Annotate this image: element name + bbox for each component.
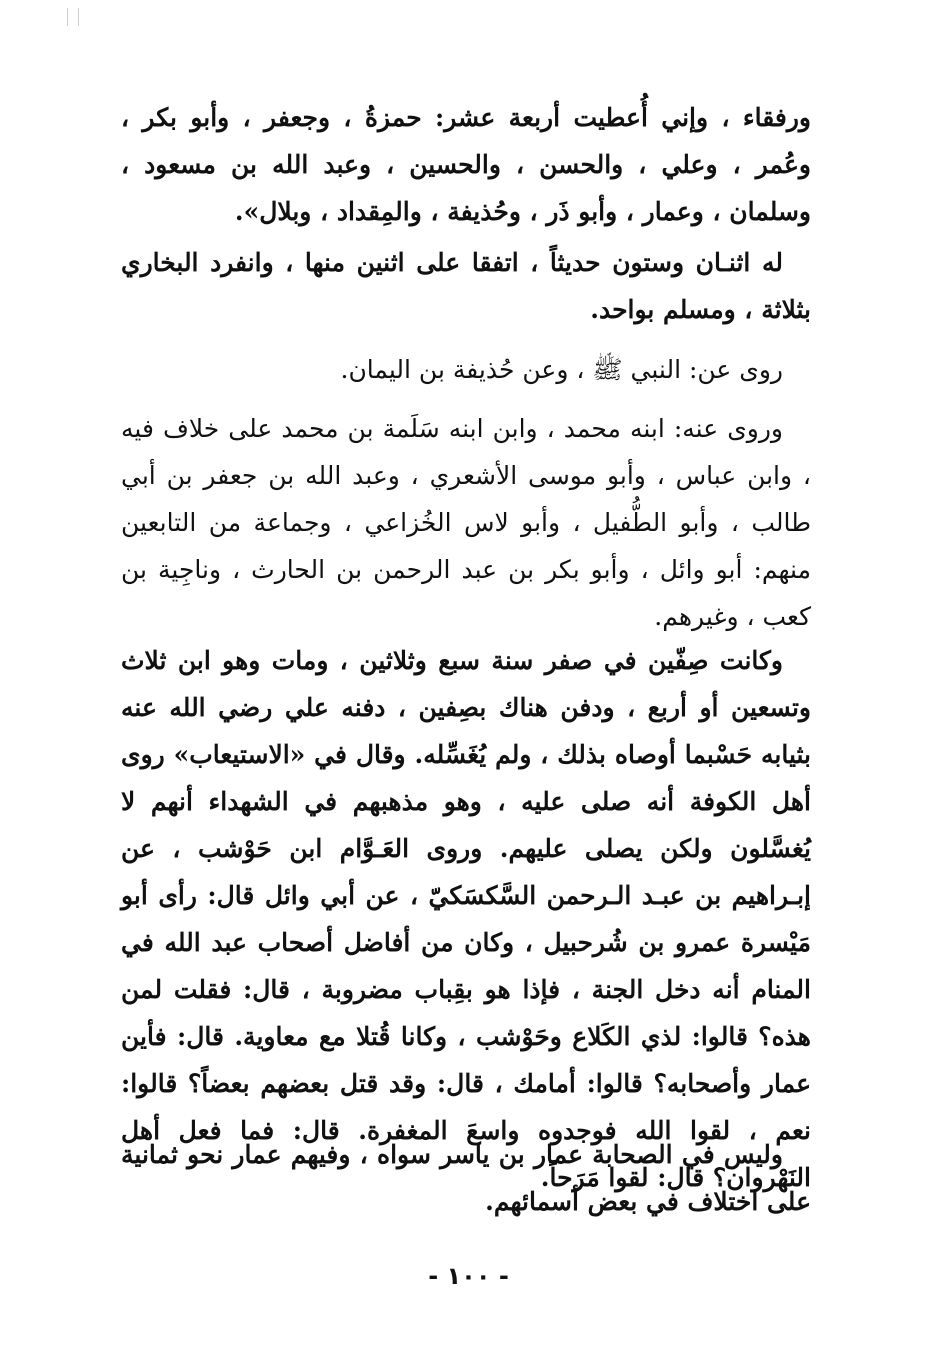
paragraph-narrated-from: روى عن: النبي ﷺ ، وعن حُذيفة بن اليمان.	[340, 355, 783, 384]
paragraph-hadith-count: له اثنـان وستون حديثاً ، اتفقا على اثنين منها ، وانفرد البخاري بثلاثة ، ومسلم بواحد.	[121, 248, 811, 324]
paragraph-siffin-death: وكانت صِفّين في صفر سنة سبع وثلاثين ، ومات وهو ابن ثلاث وتسعين أو أربع ، ودفن هناك بصِفين ، دفنه علي رضي الله عنه بثيابه حَسْبما أوصاه بذلك ، ولم يُغَسِّله. وقال في «الاستيعاب» روى أهل الكوفة أنه صلى عليه ، وهو مذهبهم في الشهداء أنهم لا يُغسَّلون ولكن يصلى عليهم. وروى العَـوَّام ابن حَوْشب ، عن إبـراهيم بن عبـد الـرحمن السَّكسَكيّ ، عن أبي وائل قال: رأى أبو مَيْسرة عمرو بن شُرحبيل ، وكان من أفاضل أصحاب عبد الله في المنام أنه دخل الجنة ، فإذا هو بقِباب مضروبة ، قال: فقلت لمن هذه؟ قالوا: لذي الكَلاع وحَوْشب ، وكانا قُتلا مع معاوية. قال: فأين عمار وأصحابه؟ قالوا: أمامك ، قال: وقد قتل بعضهم بعضاً؟ قالوا: نعم ، لقوا الله فوجدوه واسعَ المغفرة. قال: فما فعل أهل النَهْروان؟ قال: لقوا مَرَحاً.	[121, 646, 811, 1192]
paragraph-ammar-uniqueness: وليس في الصحابة عمار بن ياسر سواه ، وفيهم عمار نحو ثمانية على اختلاف في بعض أسمائهم.	[121, 1140, 811, 1216]
scan-margin-mark	[64, 8, 84, 26]
paragraph-hadith-companions: ورفقاء ، وإني أُعطيت أربعة عشر: حمزةُ ، وجعفر ، وأبو بكر ، وعُمر ، وعلي ، والحسن ، والحسين ، وعبد الله بن مسعود ، وسلمان ، وعمار ، وأبو ذَر ، وحُذيفة ، والمِقداد ، وبلال».	[121, 103, 811, 226]
paragraph-narrators-from-him: وروى عنه: ابنه محمد ، وابن ابنه سَلَمة بن محمد على خلاف فيه ، وابن عباس ، وأبو موسى الأشعري ، وعبد الله بن جعفر بن أبي طالب ، وأبو الطُّفيل ، وأبو لاس الخُزاعي ، وجماعة من التابعين منهم: أبو وائل ، وأبو بكر بن عبد الرحمن بن الحارث ، وناجِية بن كعب ، وغيرهم.	[121, 414, 811, 631]
page-number: - ١٠٠ -	[428, 1262, 509, 1290]
